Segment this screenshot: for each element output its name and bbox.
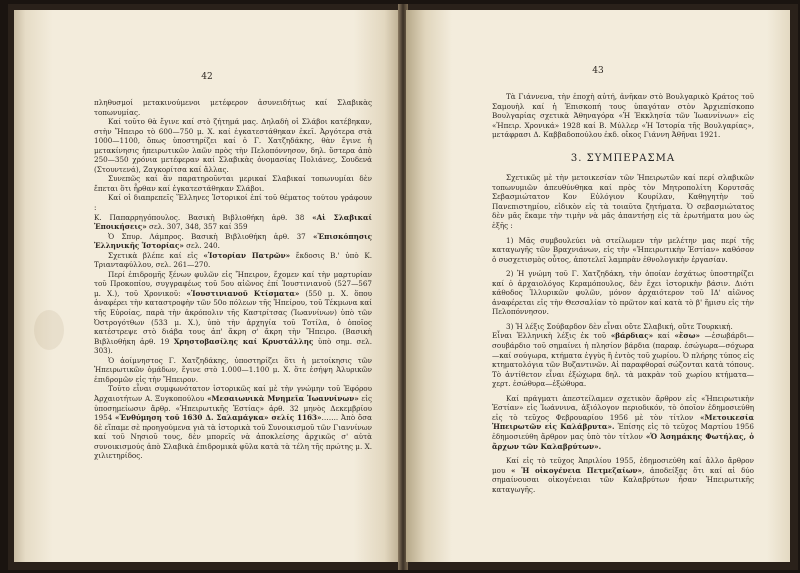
reference-text: ἔκδοσις Β.' ὑπὸ Κ. Τριανταφύλλου, σελ. 261—270.	[94, 250, 372, 270]
paragraph-bold: «Μετοικεσία Ἠπειρωτῶν εἰς Καλάβρυτα».	[492, 412, 754, 432]
paragraph-text: Τοῦτο εἶναι συμφωνότατον ἱστορικῶς καί μὲ τὴν γνώμην τοῦ Ἐφόρου Ἀρχαιοτήτων Α. Ξυγκοπούλου	[94, 384, 372, 403]
right-page-text	[492, 92, 754, 494]
paragraph: Καί τοῦτο θὰ ἔγινε καί στὸ ζήτημά μας. Δηλαδὴ οἱ Σλάβοι κατέβηκαν, στὴν Ἤπειρο τὸ 600—750 μ. Χ. καί ἐγκατεστάθηκαν ἐκεῖ. Ἀργότερα στὰ 1000—1100, ὅπως ὑποστηρίζει καί ὁ Γ. Χατζηδάκης, θὰν ἔγινε ἡ μετακίνησις ἠπειρωτικῶν λαῶν πρὸς τὴν Πελοπόννησον, δηλ. ὕστερα ἀπὸ 250—350 χρόνια μετέφεραν καί Σλαβικὰς ὀνομασίας Πολιάνες, Σουδενά (Στουντενά), Ζαγκορίτσα καί ἄλλας.	[94, 117, 372, 174]
paragraph-text: —ἐσωβάρδι—σουβάρδιο τοῦ σημαίνει ἡ πλησίον βάρδια (παραφ. ἐσώγωρα—σόχωρα—καί σούγωρα, κτήματα ἐγγὺς ἢ ἐντὸς τοῦ χωρίου. Ὁ πλήρης τύπος εἰς κτηματολόγια τῶν Βυζαντινῶν. Αἱ παραφθοραί σώζονται κατὰ τόπους. Τὸ ἀντίθετον εἶναι ἐξώχωρα δηλ. τὰ μακρὰν τοῦ χωρίου κτήματα—χερτ. ἐσώθυρα—ἐξώθυρα.	[492, 331, 754, 389]
paragraph-bold: « Ἡ οἰκογένεια Πετμεζαίων»	[511, 465, 643, 475]
reference	[94, 213, 372, 232]
page-number-right: 43	[592, 66, 604, 76]
left-page	[14, 10, 400, 562]
paragraph	[492, 394, 754, 451]
paragraph: Καί οἱ διαπρεπεῖς Ἕλληνες Ἱστορικοί ἐπί τοῦ θέματος τούτου γράφουν :	[94, 193, 372, 213]
reference	[94, 232, 372, 251]
reference-title: «Ἱστορίαν Πατρῶν»	[203, 250, 291, 260]
list-item: 1) Μᾶς συμβουλεύει νὰ στείλωμεν τὴν μελέτην μας περί τῆς καταγωγῆς τῶν Βραχνιάνων, εἰς τὴν «Ἠπειρωτικὴν Ἑστίαν» καθόσον ὁ συσχετισμὸς οὗτος, ἀποτελεῖ λαμπρὰν ἐθνολογικὴν ἐργασίαν.	[492, 235, 754, 264]
paragraph-bold: «Μεσαιωνικὰ Μνημεῖα Ἰωαννίνων»	[207, 393, 359, 403]
section-title: 3. ΣΥΜΠΕΡΑΣΜΑ	[570, 152, 676, 164]
paragraph: Συνεπῶς καί ἂν παρατηροῦνται μερικαί Σλαβικαί τοπωνυμίαι δὲν ἔπεται ὅτι ἦρθαν καί ἐγκατεστάθηκαν Σλάβοι.	[94, 174, 372, 193]
paragraph: Τὰ Γιάννενα, τὴν ἐποχὴ αὐτή, ἀνῆκαν στὸ Βουλγαρικὸ Κράτος τοῦ Σαμουὴλ καί ἡ Ἐπισκοπή τους ὑπαγόταν στὸν Ἀρχιεπίσκοπο Βουλγαρίας σχετικὰ Ἀθηναγόρα «Ἡ Ἐκκλησία τῶν Ἰωαννίνων» εἰς «Ἠπειρ. Χρονικά» 1928 καί Β. Μύλλερ «Ἡ Ἱστορία τῆς Βουλγαρίας», μετάφρασι Δ. Καββαδοπούλου ἐκδ. οἴκος Γιάννη Ἀθῆναι 1921.	[492, 92, 754, 140]
paragraph-text: καί	[653, 331, 675, 341]
list-item: 2) Ἡ γνώμη τοῦ Γ. Χατζηδάκη, τὴν ὁποίαν ἐσχάτως ὑποστηρίζει καί ὁ ἀρχαιολόγος Κεραμόπουλος, δὲν ἔχει ἱστορικὴν βάσιν. Διότι κάθοδος Ἰλλυρικῶν φυλῶν, μόνον ἀρχαιότερον τοῦ ΙΔ' αἰῶνος ἀναφέρεται εἰς τὴν Θεσσαλίαν τὸ πρῶτον καί κατὰ τὸ β' ἥμισυ εἰς τὴν Πελοπόννησον.	[492, 269, 754, 317]
reference-text: σελ. 307, 348, 357 καί 359	[146, 222, 248, 232]
paragraph-text: ……. Ἀπὸ ὅσα δὲ εἴπαμε σὲ προηγούμενα γιὰ τὰ ἱστορικὰ τοῦ Συνοικισμοῦ τῶν Γιαννίνων καί τοῦ Νησιοῦ τους, δὲν μπορεῖς νὰ ἀποκλείσης ἀρχικῶς σ' αὐτὰ συνοικισμούς ἀπὸ Σλαβικὰ ἐπιδρομικὰ φῦλα κατὰ τὰ τέλη τῆς πρώτης μ. Χ. χιλιετηρίδος.	[94, 413, 372, 461]
paragraph-text: Περί ἐπιδρομῆς ξένων φυλῶν εἰς Ἤπειρον, ἔχομεν καί τὴν μαρτυρίαν τοῦ Προκοπίου, συγγραφέως τοῦ 5ου αἰῶνος ἐπί Ἰουστινιανοῦ (527—567 μ. Χ.), τοῦ Χρονικοῦ:	[94, 269, 372, 298]
paragraph: πληθυσμοί μετακινούμενοι μετέφερον ἀσυνειδήτως καί Σλαβικὰς τοπωνυμίας.	[94, 98, 372, 117]
open-book	[8, 4, 798, 570]
paragraph-text: εἰς ὑποσημείωσιν ἄρθρ. «Ἠπειρωτικῆς Ἑστίας» ἀρθ. 32 μηνὸς Δεκεμβρίου 1954	[94, 393, 372, 423]
paragraph-bold: «Ἰουστινιανοῦ Κτίσματα»	[186, 288, 300, 298]
paragraph-bold: «Ἐνθύμηση τοῦ 1630 Δ. Σαλαμάγκα» σελίς 1163»	[115, 413, 322, 423]
reference-text: Κ. Παπαρρηγόπουλος. Βασικὴ Βιβλιοθήκη ἀρθ. 38	[94, 212, 313, 222]
paragraph	[94, 384, 372, 460]
left-page-text	[94, 98, 372, 461]
paragraph-text: ὑπὸ σημ. σελ. 303).	[94, 336, 372, 356]
paragraph-bold: Χρηστοβασίλης καί Κρυστάλλης	[173, 336, 314, 346]
paragraph-bold: «Ὁ Ἀσημάκης Φωτήλας, ὁ ἄρχων τῶν Καλαβρύτων».	[492, 431, 754, 451]
paragraph-bold: «ἔσω»	[674, 331, 700, 341]
reference-title: «Αἱ Σλαβικαί Ἐποικήσεις»	[94, 212, 372, 232]
reference-text: Σχετικὰ βλέπε καί εἰς	[108, 250, 204, 260]
paragraph-bold: «βάρδιας»	[610, 331, 654, 341]
paragraph-text: Ἐπίσης εἰς τὸ τεῦχος Μαρτίου 1956 ἐδημοσιεύθη ἄρθρον μας ὑπὸ τὸν τίτλον	[492, 422, 754, 441]
paragraph-text: Εἶναι Ἑλληνικὴ λέξις ἐκ τοῦ	[492, 331, 611, 341]
paragraph-text: Καί εἰς τὸ τεῦχος Ἀπριλίου 1955, ἐδημοσιεύθη καί ἄλλο ἄρθρον μου	[492, 456, 754, 475]
paragraph: Ὁ ἀοίμνηστος Γ. Χατζηδάκης, ὑποστηρίζει ὅτι ἡ μετοίκησις τῶν Ἠπειρωτικῶν ὁμάδων, ἔγινε στὸ 1.000—1.100 μ. Χ. ὅτε ἐσήψη Ἀλυρικῶν ἐπιδρομῶν εἰς τὴν Ἤπειρον.	[94, 355, 372, 384]
list-item: 3) Ἡ λέξις Σούβαρδον δὲν εἶναι οὔτε Σλαβική, οὔτε Τουρκική.	[506, 321, 733, 331]
paragraph	[492, 331, 754, 388]
reference-text: σελ. 240.	[183, 241, 220, 251]
paragraph: Σχετικῶς μὲ τὴν μετοικεσίαν τῶν Ἠπειρωτῶν καί περί σλαβικῶν τοπωνυμιῶν ἀπευθύνθηκα καί πρὸς τὸν Μητροπολίτη Κορυτσᾶς Σεβασμιώτατον Κον Εὐλόγιον Κουρίλαν, Καθηγητὴν τοῦ Πανεπιστημίου, εἰδικὸν εἰς τὰ τοιαῦτα ζητήματα. Ὁ σεβασμιώτατος δὲν μᾶς ἔκαμε τὴν τιμὴν νὰ μᾶς ἀπαντήσῃ εἰς τὰ ἐρωτήματα μου ὡς ἑξῆς :	[492, 173, 754, 231]
reference-title: «Ἐπισκόπησις Ἑλληνικῆς Ἱστορίας»	[94, 231, 372, 251]
paragraph	[94, 270, 372, 356]
paragraph-text: Καί πράγματι ἀπεστείλαμεν σχετικὸν ἄρθρον εἰς «Ἠπειρωτικὴν Ἑστίαν» εἰς Ἰωάννινα, ἀξιόλογον περιοδικόν, τὸ ὁποῖον ἐδημοσιεύθη εἰς τὸ τεῦχος Φεβρουαρίου 1956 μὲ τὸν τίτλον	[492, 393, 754, 422]
page-number-left: 42	[201, 72, 213, 82]
right-page	[406, 10, 790, 562]
reference	[94, 251, 372, 270]
reference-text: Ὁ Σπυρ. Λάμπρος. Βασικὴ Βιβλιοθήκη ἀρθ. 37	[108, 231, 314, 241]
paragraph-text: (550 μ. Χ. ὅπου ἀναφέρει τὴν καταστροφὴν τῶν 50ο πόλεων τῆς Ἠπείρου, τοῦ Τέκμωνα καί τῆς Εὐροίας, παρὰ τὴν ἀκρόπολιν τῆς Καστρίτσας (Ἰωαννίνων) ὑπὸ τῶν Ὀστρογότθων (533 μ. Χ.), ὑπὸ τὴν ἀρχηγία τοῦ Τοτίλα, ὁ ὁποῖος κατέστρεψε στὸ διάβα τους ἀπ' ἄκρη σ' ἄκρη τὴν Ἤπειρο. (Βασικὴ Βιβλιοθήκη ἀρθ. 19	[94, 288, 372, 346]
paragraph-text: , ἀποδείξας ὅτι καί αἱ δύο σημαίνουσαι οἰκογένειαι τῶν Καλαβρύτων ἦσαν Ἠπειρωτικῆς καταγωγῆς.	[492, 465, 754, 494]
foxing-spot	[34, 310, 64, 350]
paragraph	[492, 456, 754, 494]
